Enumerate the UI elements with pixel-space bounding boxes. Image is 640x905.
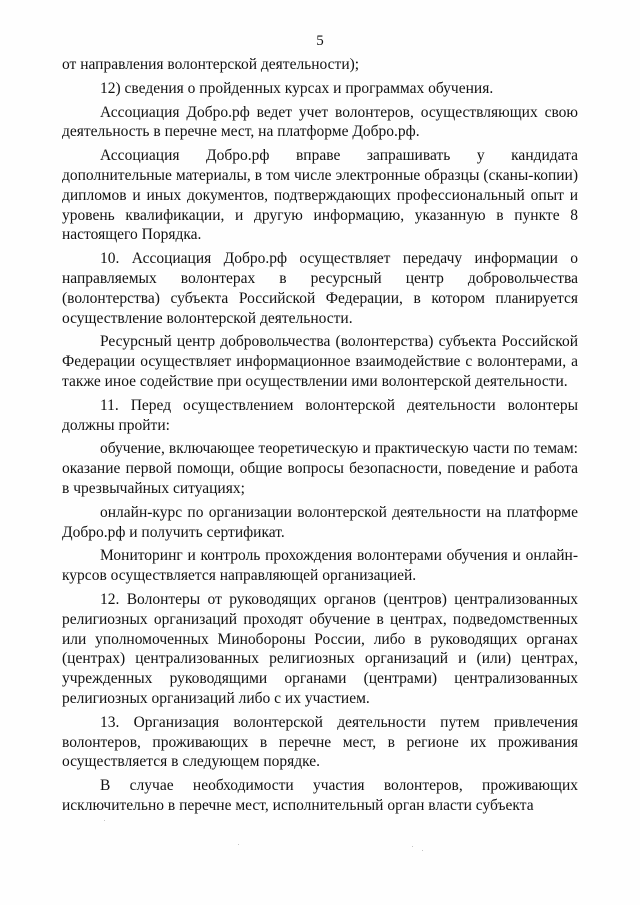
scan-speck: [238, 844, 239, 845]
scan-speck: [412, 846, 413, 847]
paragraph-continuation: от направления волонтерской деятельности);: [62, 56, 360, 73]
paragraph-monitoring: Мониторинг и контроль прохождения волонтерами обучения и онлайн-курсов осуществляется направляющей организацией.: [62, 547, 578, 585]
paragraph-section-11: 11. Перед осуществлением волонтерской деятельности волонтеры должны пройти:: [62, 396, 578, 434]
paragraph-section-10: 10. Ассоциация Добро.рф осуществляет передачу информации о направляемых волонтерах в ресурсный центр добровольчества (волонтерства) субъекта Российской Федерации, в котором планируется осуществление волонтерской деятельности.: [62, 250, 578, 327]
paragraph-resource-center: Ресурсный центр добровольчества (волонтерства) субъекта Российской Федерации осуществляет информационное взаимодействие с волонтерами, а также иное содействие при осуществлении ими волонтерской деятельности.: [62, 333, 578, 390]
paragraph-additional-materials: Ассоциация Добро.рф вправе запрашивать у кандидата дополнительные материалы, в том числе электронные образцы (сканы-копии) дипломов и иных документов, подтверждающих профессиональный опыт и уровень квалификации, и другую информацию, указанную в пункте 8 настоящего Порядка.: [62, 147, 578, 244]
scan-speck: [104, 820, 105, 821]
paragraph-registration: Ассоциация Добро.рф ведет учет волонтеров, осуществляющих свою деятельность в перечне мест, на платформе Добро.рф.: [62, 103, 578, 141]
scan-speck: [422, 850, 423, 851]
paragraph-necessity: В случае необходимости участия волонтеров, проживающих исключительно в перечне мест, исполнительный орган власти субъекта: [62, 777, 578, 814]
paragraph-section-13: 13. Организация волонтерской деятельности путем привлечения волонтеров, проживающих в перечне мест, в регионе их проживания осуществляется в следующем порядке.: [62, 713, 578, 771]
paragraph-section-12: 12. Волонтеры от руководящих органов (центров) централизованных религиозных организаций проходят обучение в центрах, подведомственных или уполномоченных Минобороны России, либо в руководящих органах (центрах) централизованных религиозных организаций и (или) центрах, учрежденных руководящими органами (центрами) централизованных религиозных организаций либо с их участием.: [62, 590, 578, 707]
document-body: [62, 55, 578, 820]
paragraph-training: обучение, включающее теоретическую и практическую части по темам: оказание первой помощи, общие вопросы безопасности, поведение и работа в чрезвычайных ситуациях;: [62, 440, 578, 497]
paragraph-online-course: онлайн-курс по организации волонтерской деятельности на платформе Добро.рф и получить сертификат.: [62, 503, 578, 541]
page-number: 5: [316, 33, 324, 49]
paragraph-item-12: 12) сведения о пройденных курсах и программах обучения.: [100, 79, 494, 97]
